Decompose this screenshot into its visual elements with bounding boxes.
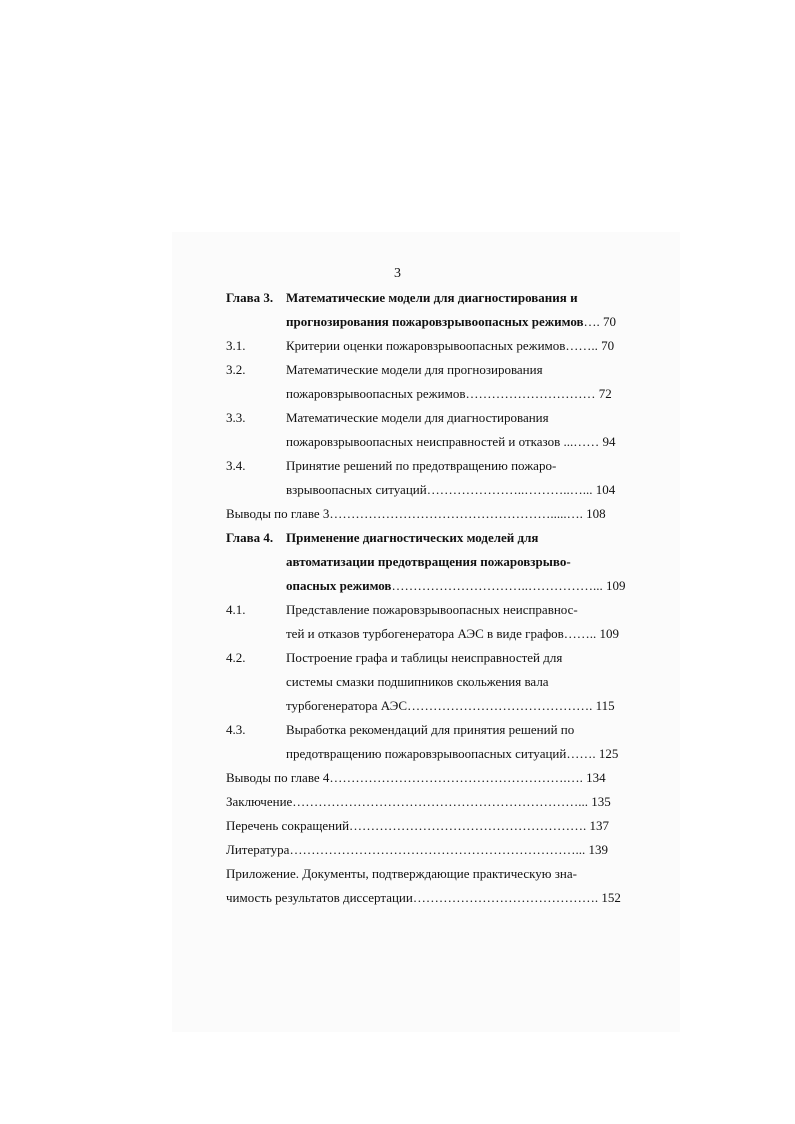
toc-entry-number: Глава 4.	[226, 530, 274, 545]
toc-entry-title: системы смазки подшипников скольжения вала	[286, 674, 549, 689]
toc-entry-title	[286, 574, 625, 598]
toc-entry-title: Математические модели для диагностирования и	[286, 290, 578, 305]
toc-entry-title: Применение диагностических моделей для	[286, 530, 539, 545]
toc-entry	[226, 406, 636, 430]
toc-entry-number: Глава 3.	[226, 290, 274, 305]
toc-entry-title: Построение графа и таблицы неисправностей для	[286, 650, 563, 665]
toc-entry-title: Представление пожаровзрывоопасных неисправнос-	[286, 602, 578, 617]
toc-entry-number: 3.1.	[226, 338, 246, 353]
toc-entry	[226, 430, 636, 454]
toc-entry	[226, 718, 636, 742]
toc-entry	[226, 574, 636, 598]
toc-entry-title: тей и отказов турбогенератора АЭС в виде графов…….. 109	[286, 626, 620, 641]
toc-entry-title: Критерии оценки пожаровзрывоопасных режимов…….. 70	[286, 338, 615, 353]
toc-entry	[226, 358, 636, 382]
toc-entry-number: 3.2.	[226, 362, 246, 377]
toc-entry-number: 3.4.	[226, 458, 246, 473]
toc-entry	[226, 862, 636, 886]
toc-entry	[226, 886, 636, 910]
toc-entry	[226, 478, 636, 502]
toc-entry-title: Выработка рекомендаций для принятия решений по	[286, 722, 575, 737]
toc-entry-title: Перечень сокращений………………………………………………. 137	[226, 818, 610, 833]
toc-entry-title: Заключение…………………………………………………………... 135	[226, 794, 611, 809]
toc-entry	[226, 814, 636, 838]
toc-entry	[226, 382, 636, 406]
toc-entry-title: Принятие решений по предотвращению пожаро-	[286, 458, 557, 473]
toc-entry	[226, 790, 636, 814]
toc-entry-number: 3.3.	[226, 410, 246, 425]
toc-entry-title: Математические модели для прогнозирования	[286, 362, 543, 377]
toc-entry	[226, 334, 636, 358]
toc-entry	[226, 646, 636, 670]
toc-entry	[226, 670, 636, 694]
toc-entry-title-bold: опасных режимов	[286, 578, 392, 593]
toc-entry-title: турбогенератора АЭС……………………………………. 115	[286, 698, 615, 713]
table-of-contents	[226, 286, 636, 910]
toc-entry-title: автоматизации предотвращения пожаровзрыво-	[286, 554, 571, 569]
toc-entry-title: пожаровзрывоопасных режимов………………………… 72	[286, 386, 612, 401]
toc-entry	[226, 550, 636, 574]
toc-entry	[226, 286, 636, 310]
toc-entry-number: 4.2.	[226, 650, 246, 665]
toc-entry	[226, 454, 636, 478]
toc-entry	[226, 742, 636, 766]
toc-entry	[226, 598, 636, 622]
toc-entry	[226, 838, 636, 862]
toc-entry-title: чимость результатов диссертации……………………………………. 152	[226, 890, 621, 905]
toc-entry-title: Выводы по главе 3…………………………………………….....…. 108	[226, 506, 606, 521]
toc-entry-title: пожаровзрывоопасных неисправностей и отказов ...…… 94	[286, 434, 616, 449]
toc-entry-page-ref: …. 70	[583, 314, 617, 329]
toc-entry	[226, 622, 636, 646]
toc-entry-title: предотвращению пожаровзрывоопасных ситуаций……. 125	[286, 746, 619, 761]
toc-entry-title: Математические модели для диагностирования	[286, 410, 549, 425]
toc-entry	[226, 766, 636, 790]
toc-entry	[226, 526, 636, 550]
toc-entry-title: Приложение. Документы, подтверждающие практическую зна-	[226, 866, 577, 881]
toc-entry-title: взрывоопасных ситуаций…………………..………..…... 104	[286, 482, 616, 497]
page-number: 3	[394, 266, 401, 281]
toc-entry-number: 4.1.	[226, 602, 246, 617]
toc-entry	[226, 502, 636, 526]
toc-entry-title-bold: прогнозирования пожаровзрывоопасных режимов	[286, 314, 584, 329]
toc-entry-title: Литература…………………………………………………………... 139	[226, 842, 608, 857]
toc-entry-number: 4.3.	[226, 722, 246, 737]
toc-entry-title	[286, 310, 616, 334]
toc-entry	[226, 694, 636, 718]
toc-entry-page-ref: …………………………..……………... 109	[391, 578, 626, 593]
toc-entry-title: Выводы по главе 4……………………………………………….…. 134	[226, 770, 606, 785]
toc-entry	[226, 310, 636, 334]
